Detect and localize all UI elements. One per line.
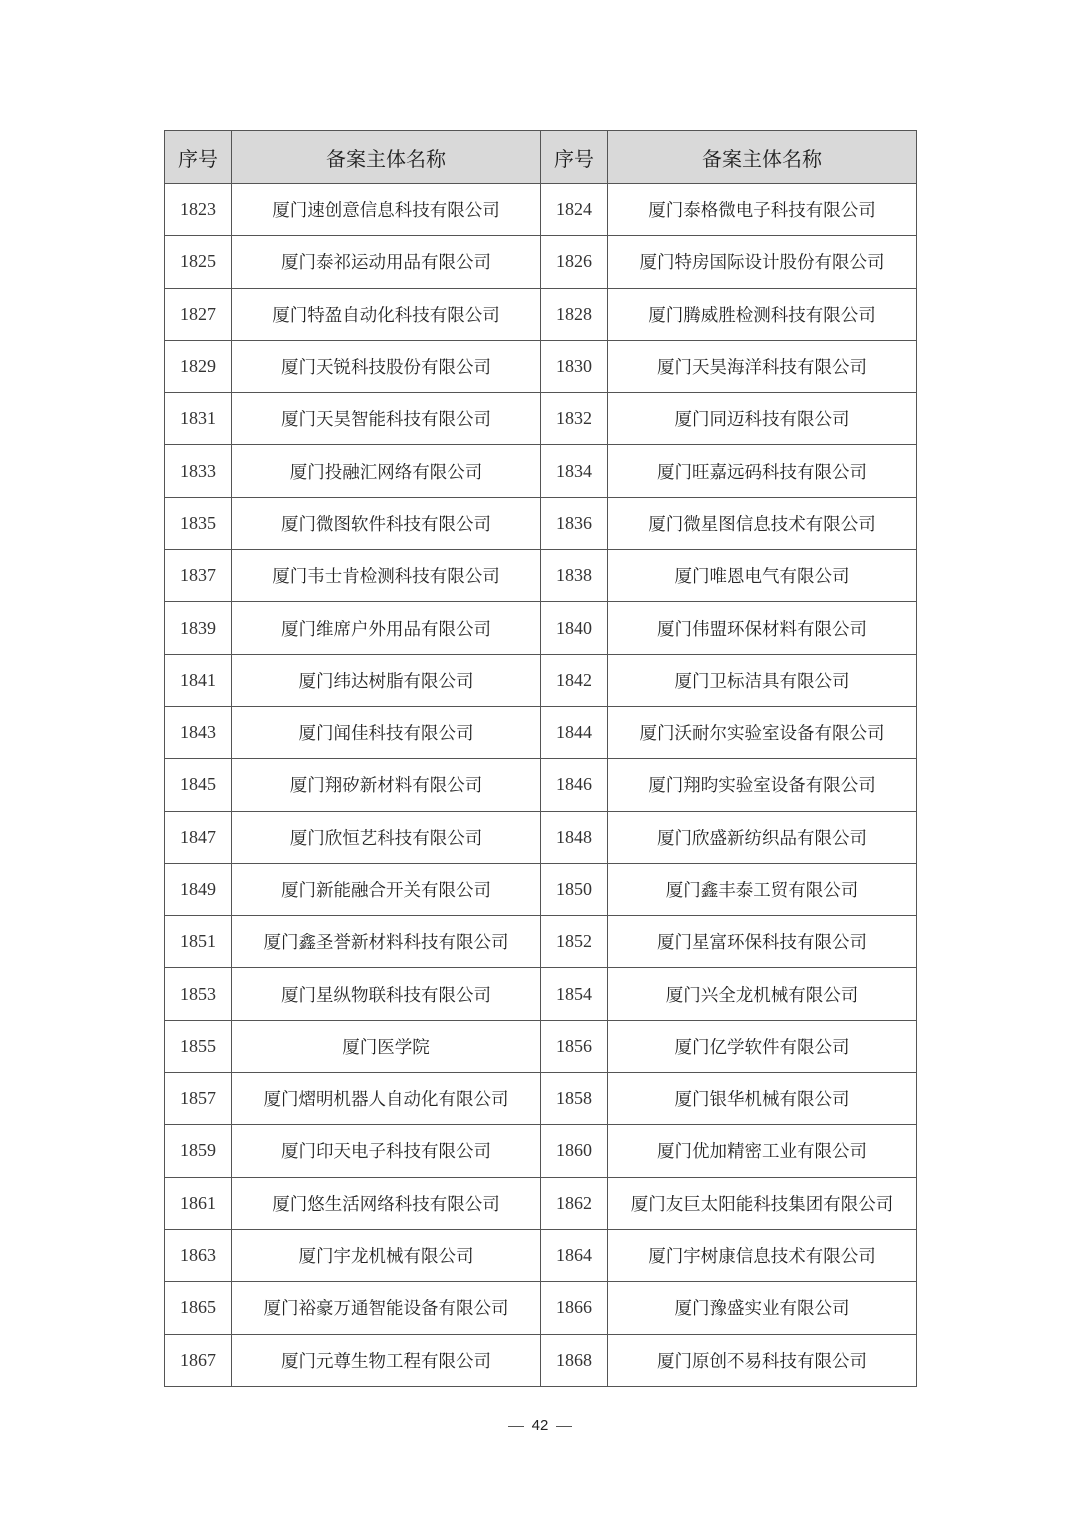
entity-name: 厦门星富环保科技有限公司	[608, 916, 917, 968]
entity-name: 厦门亿学软件有限公司	[608, 1020, 917, 1072]
entity-name: 厦门天锐科技股份有限公司	[232, 340, 541, 392]
table-row	[165, 550, 917, 602]
entity-name: 厦门医学院	[232, 1020, 541, 1072]
table-header-row	[165, 131, 917, 184]
table-row	[165, 602, 917, 654]
header-serial-number: 序号	[541, 131, 608, 184]
serial-number: 1846	[541, 759, 608, 811]
registration-table	[164, 130, 917, 1387]
entity-name: 厦门投融汇网络有限公司	[232, 445, 541, 497]
serial-number: 1852	[541, 916, 608, 968]
entity-name: 厦门天昊海洋科技有限公司	[608, 340, 917, 392]
serial-number: 1862	[541, 1177, 608, 1229]
dash-right	[556, 1426, 572, 1427]
serial-number: 1831	[165, 393, 232, 445]
entity-name: 厦门宇树康信息技术有限公司	[608, 1229, 917, 1281]
table-row	[165, 236, 917, 288]
entity-name: 厦门星纵物联科技有限公司	[232, 968, 541, 1020]
page-footer	[0, 1417, 1080, 1434]
table-row	[165, 497, 917, 549]
table-row	[165, 759, 917, 811]
serial-number: 1835	[165, 497, 232, 549]
entity-name: 厦门韦士肯检测科技有限公司	[232, 550, 541, 602]
entity-name: 厦门泰祁运动用品有限公司	[232, 236, 541, 288]
entity-name: 厦门豫盛实业有限公司	[608, 1282, 917, 1334]
table-row	[165, 1073, 917, 1125]
entity-name: 厦门速创意信息科技有限公司	[232, 184, 541, 236]
serial-number: 1861	[165, 1177, 232, 1229]
header-serial-number: 序号	[165, 131, 232, 184]
table-row	[165, 184, 917, 236]
entity-name: 厦门新能融合开关有限公司	[232, 863, 541, 915]
serial-number: 1866	[541, 1282, 608, 1334]
serial-number: 1850	[541, 863, 608, 915]
table-row	[165, 1282, 917, 1334]
entity-name: 厦门旺嘉远码科技有限公司	[608, 445, 917, 497]
serial-number: 1845	[165, 759, 232, 811]
serial-number: 1860	[541, 1125, 608, 1177]
serial-number: 1834	[541, 445, 608, 497]
serial-number: 1826	[541, 236, 608, 288]
serial-number: 1867	[165, 1334, 232, 1386]
table-row	[165, 916, 917, 968]
entity-name: 厦门特房国际设计股份有限公司	[608, 236, 917, 288]
page-number: 42	[531, 1417, 549, 1434]
entity-name: 厦门印天电子科技有限公司	[232, 1125, 541, 1177]
table-row	[165, 445, 917, 497]
entity-name: 厦门伟盟环保材料有限公司	[608, 602, 917, 654]
serial-number: 1838	[541, 550, 608, 602]
entity-name: 厦门唯恩电气有限公司	[608, 550, 917, 602]
entity-name: 厦门银华机械有限公司	[608, 1073, 917, 1125]
serial-number: 1832	[541, 393, 608, 445]
entity-name: 厦门闻佳科技有限公司	[232, 706, 541, 758]
entity-name: 厦门翔矽新材料有限公司	[232, 759, 541, 811]
table-row	[165, 393, 917, 445]
table-row	[165, 1229, 917, 1281]
entity-name: 厦门友巨太阳能科技集团有限公司	[608, 1177, 917, 1229]
entity-name: 厦门微图软件科技有限公司	[232, 497, 541, 549]
table-row	[165, 288, 917, 340]
serial-number: 1858	[541, 1073, 608, 1125]
serial-number: 1836	[541, 497, 608, 549]
table-row	[165, 706, 917, 758]
serial-number: 1859	[165, 1125, 232, 1177]
entity-name: 厦门元尊生物工程有限公司	[232, 1334, 541, 1386]
serial-number: 1857	[165, 1073, 232, 1125]
entity-name: 厦门欣恒艺科技有限公司	[232, 811, 541, 863]
entity-name: 厦门沃耐尔实验室设备有限公司	[608, 706, 917, 758]
entity-name: 厦门维席户外用品有限公司	[232, 602, 541, 654]
serial-number: 1844	[541, 706, 608, 758]
entity-name: 厦门原创不易科技有限公司	[608, 1334, 917, 1386]
entity-name: 厦门腾威胜检测科技有限公司	[608, 288, 917, 340]
serial-number: 1853	[165, 968, 232, 1020]
table-row	[165, 863, 917, 915]
serial-number: 1827	[165, 288, 232, 340]
entity-name: 厦门同迈科技有限公司	[608, 393, 917, 445]
table-row	[165, 654, 917, 706]
serial-number: 1830	[541, 340, 608, 392]
entity-name: 厦门微星图信息技术有限公司	[608, 497, 917, 549]
header-entity-name: 备案主体名称	[608, 131, 917, 184]
entity-name: 厦门欣盛新纺织品有限公司	[608, 811, 917, 863]
table-row	[165, 1020, 917, 1072]
table-row	[165, 1125, 917, 1177]
serial-number: 1849	[165, 863, 232, 915]
serial-number: 1864	[541, 1229, 608, 1281]
serial-number: 1865	[165, 1282, 232, 1334]
entity-name: 厦门鑫丰泰工贸有限公司	[608, 863, 917, 915]
entity-name: 厦门优加精密工业有限公司	[608, 1125, 917, 1177]
serial-number: 1823	[165, 184, 232, 236]
serial-number: 1842	[541, 654, 608, 706]
entity-name: 厦门天昊智能科技有限公司	[232, 393, 541, 445]
table-row	[165, 340, 917, 392]
serial-number: 1855	[165, 1020, 232, 1072]
table-row	[165, 1177, 917, 1229]
table-body	[165, 184, 917, 1387]
serial-number: 1843	[165, 706, 232, 758]
entity-name: 厦门兴全龙机械有限公司	[608, 968, 917, 1020]
serial-number: 1856	[541, 1020, 608, 1072]
entity-name: 厦门宇龙机械有限公司	[232, 1229, 541, 1281]
entity-name: 厦门悠生活网络科技有限公司	[232, 1177, 541, 1229]
dash-left	[508, 1426, 524, 1427]
serial-number: 1840	[541, 602, 608, 654]
entity-name: 厦门裕豪万通智能设备有限公司	[232, 1282, 541, 1334]
serial-number: 1839	[165, 602, 232, 654]
serial-number: 1824	[541, 184, 608, 236]
table-row	[165, 968, 917, 1020]
serial-number: 1868	[541, 1334, 608, 1386]
entity-name: 厦门泰格微电子科技有限公司	[608, 184, 917, 236]
serial-number: 1847	[165, 811, 232, 863]
serial-number: 1841	[165, 654, 232, 706]
serial-number: 1851	[165, 916, 232, 968]
entity-name: 厦门特盈自动化科技有限公司	[232, 288, 541, 340]
serial-number: 1863	[165, 1229, 232, 1281]
entity-name: 厦门卫标洁具有限公司	[608, 654, 917, 706]
serial-number: 1837	[165, 550, 232, 602]
header-entity-name: 备案主体名称	[232, 131, 541, 184]
serial-number: 1825	[165, 236, 232, 288]
serial-number: 1833	[165, 445, 232, 497]
entity-name: 厦门熠明机器人自动化有限公司	[232, 1073, 541, 1125]
serial-number: 1848	[541, 811, 608, 863]
serial-number: 1828	[541, 288, 608, 340]
table-row	[165, 1334, 917, 1386]
entity-name: 厦门翔昀实验室设备有限公司	[608, 759, 917, 811]
serial-number: 1829	[165, 340, 232, 392]
entity-name: 厦门鑫圣誉新材料科技有限公司	[232, 916, 541, 968]
table-row	[165, 811, 917, 863]
entity-name: 厦门纬达树脂有限公司	[232, 654, 541, 706]
serial-number: 1854	[541, 968, 608, 1020]
